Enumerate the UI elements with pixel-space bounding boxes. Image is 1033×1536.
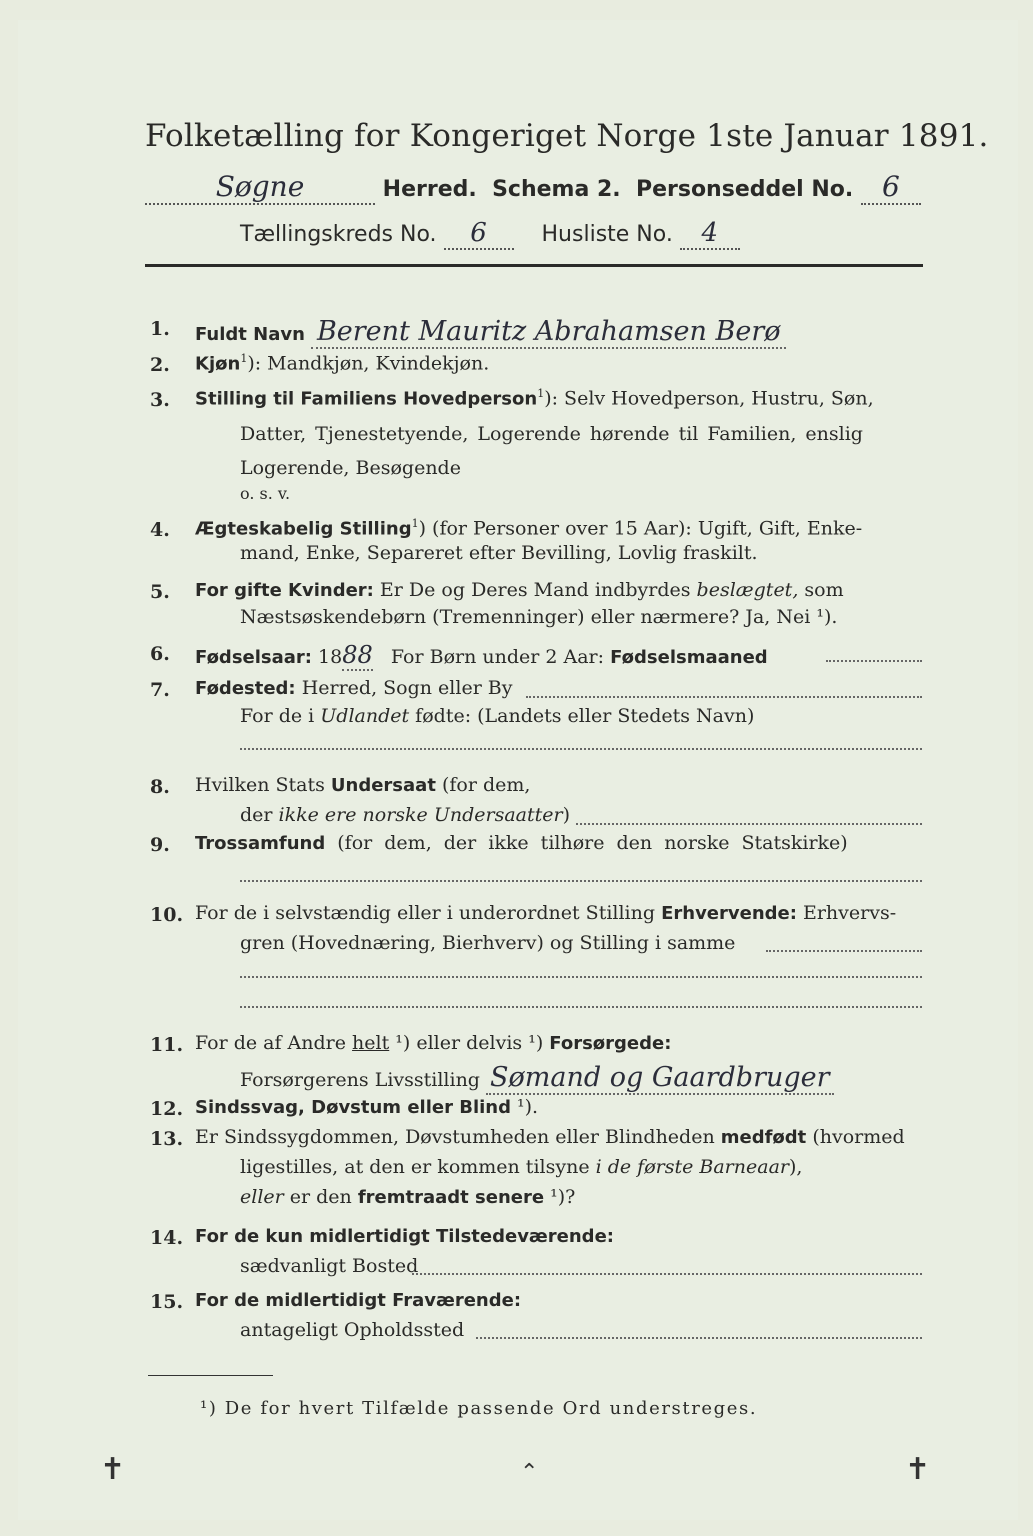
provider-occupation-label: Forsørgerens Livsstilling xyxy=(240,1069,480,1091)
item-8-number: 8. xyxy=(150,776,170,798)
item-12-number: 12. xyxy=(150,1098,184,1120)
corner-mark-left: ✝ xyxy=(100,1452,126,1487)
probable-residence-label: antageligt Opholdssted xyxy=(240,1319,465,1341)
birthplace-field xyxy=(526,696,922,698)
congenital-line3-d: ¹)? xyxy=(544,1186,576,1208)
sex-options: ): Mandkjøn, Kvindekjøn. xyxy=(247,352,490,375)
family-position-footnote-ref: 1 xyxy=(537,387,545,400)
item-7-line-1 xyxy=(195,677,513,699)
item-14-number: 14. xyxy=(150,1227,184,1249)
citizenship-c: (for dem, xyxy=(435,774,531,796)
herred-value: Søgne xyxy=(215,170,305,203)
item-3-line-1 xyxy=(195,387,874,409)
item-7-number: 7. xyxy=(150,679,170,701)
occupation-line-2: gren (Hovednæring, Bierhverv) og Stilling i samme xyxy=(240,932,736,954)
item-13-line-1 xyxy=(195,1126,905,1148)
family-position-options-3: Logerende, Besøgende xyxy=(240,457,461,479)
marital-status-footnote-ref: 1 xyxy=(411,517,419,530)
item-4-number: 4. xyxy=(150,519,170,541)
dependent-b: helt xyxy=(352,1032,390,1054)
family-position-options-2: Datter, Tjenestetyende, Logerende hørende til Familien, enslig xyxy=(240,423,863,445)
sex-label: Kjøn xyxy=(195,353,241,375)
disability-footnote-ref: ¹). xyxy=(510,1096,539,1118)
birth-month-label: Fødselsmaaned xyxy=(610,647,768,668)
center-mark: ⌃ xyxy=(520,1460,539,1485)
item-2-line xyxy=(195,352,489,374)
married-women-question-c: som xyxy=(798,579,844,601)
marital-status-options-2: mand, Enke, Separeret efter Bevilling, Lovlig fraskilt. xyxy=(240,542,758,564)
item-6-line xyxy=(195,641,768,669)
birthplace-options: Herred, Sogn eller By xyxy=(301,677,513,699)
item-11-line-1 xyxy=(195,1032,671,1054)
husliste-value: 4 xyxy=(701,218,719,248)
footnote-rule xyxy=(148,1375,273,1376)
item-4-line-1 xyxy=(195,517,862,539)
family-position-options-4: o. s. v. xyxy=(240,484,291,503)
married-women-question-2: Næstsøskendebørn (Tremenninger) eller nærmere? Ja, Nei ¹). xyxy=(240,606,838,628)
religion-question: (for dem, der ikke tilhøre den norske Statskirke) xyxy=(325,832,848,854)
married-women-question-b: beslægtet, xyxy=(696,579,799,601)
item-1-line xyxy=(195,316,786,347)
provider-occupation-value: Sømand og Gaardbruger xyxy=(486,1062,834,1095)
schema-label: Schema 2. xyxy=(492,177,621,202)
item-10-number: 10. xyxy=(150,904,184,926)
item-1-number: 1. xyxy=(150,318,170,340)
form-title: Folketælling for Kongeriget Norge 1ste Januar 1891. xyxy=(145,118,989,154)
item-8-line-1 xyxy=(195,774,530,796)
occupation-field-1 xyxy=(766,950,922,952)
abroad-text-c: fødte: (Landets eller Stedets Navn) xyxy=(409,705,755,727)
personseddel-value: 6 xyxy=(882,170,900,203)
item-9-number: 9. xyxy=(150,834,170,856)
citizenship-line2-c: ) xyxy=(562,804,570,826)
full-name-value: Berent Mauritz Abrahamsen Berø xyxy=(311,316,787,349)
taellingskreds-value: 6 xyxy=(470,218,487,248)
temporary-absent-label xyxy=(195,1289,521,1311)
taellingskreds-line xyxy=(240,218,840,252)
birthplace-label: Fødested: xyxy=(195,678,296,699)
married-women-label: For gifte Kvinder: xyxy=(195,580,374,601)
occupation-field-2 xyxy=(240,976,922,978)
family-position-options-1: ): Selv Hovedperson, Hustru, Søn, xyxy=(544,387,874,410)
item-3-number: 3. xyxy=(150,389,170,411)
probable-residence-field xyxy=(476,1337,922,1339)
item-11-number: 11. xyxy=(150,1034,184,1056)
citizenship-a: Hvilken Stats xyxy=(195,774,331,796)
item-10-line-1 xyxy=(195,902,896,924)
item-9-line xyxy=(195,832,848,854)
congenital-line3-b: er den xyxy=(283,1186,358,1208)
dependent-label: Forsørgede: xyxy=(549,1033,672,1054)
family-position-label: Stilling til Familiens Hovedperson xyxy=(195,388,538,410)
occupation-field-3 xyxy=(240,1006,922,1008)
item-6-number: 6. xyxy=(150,643,170,665)
sex-footnote-ref: 1 xyxy=(240,352,248,365)
marital-status-options-1: ) (for Personer over 15 Aar): Ugift, Gift, Enke- xyxy=(418,517,863,540)
item-7-line-2 xyxy=(240,705,754,727)
item-5-number: 5. xyxy=(150,581,170,603)
item-2-number: 2. xyxy=(150,354,170,376)
citizenship-field xyxy=(576,823,922,825)
birth-month-field xyxy=(826,660,922,662)
item-13-number: 13. xyxy=(150,1128,184,1150)
occupation-c: Erhvervs- xyxy=(796,902,897,924)
citizenship-line2-b: ikke ere norske Undersaatter xyxy=(278,804,563,826)
congenital-line3-a: eller xyxy=(240,1186,284,1208)
item-11-line-2 xyxy=(240,1062,834,1093)
temporary-present-text: For de kun midlertidigt Tilstedeværende: xyxy=(195,1226,614,1247)
congenital-label: medfødt xyxy=(720,1127,807,1148)
abroad-text-b: Udlandet xyxy=(320,705,410,727)
temporary-absent-text: For de midlertidigt Fraværende: xyxy=(195,1290,522,1311)
dependent-c: ¹) eller delvis ¹) xyxy=(389,1032,550,1054)
husliste-label: Husliste No. xyxy=(541,222,673,247)
occupation-label: Erhvervende: xyxy=(661,903,797,924)
corner-mark-right: ✝ xyxy=(905,1452,931,1487)
congenital-line2-b: i de første Barneaar xyxy=(595,1156,789,1178)
item-13-line-3 xyxy=(240,1186,575,1208)
congenital-line2-a: ligestilles, at den er kommen tilsyne xyxy=(240,1156,596,1178)
item-13-line-2 xyxy=(240,1156,802,1178)
congenital-line2-c: ), xyxy=(789,1156,803,1178)
birth-year-label: Fødselsaar: xyxy=(195,647,312,668)
herred-label: Herred. xyxy=(382,177,477,202)
header-rule xyxy=(145,264,923,267)
item-15-number: 15. xyxy=(150,1291,184,1313)
footnote: ¹) De for hvert Tilfælde passende Ord understreges. xyxy=(200,1398,758,1419)
birth-year-value: 88 xyxy=(342,641,373,669)
item-12-line xyxy=(195,1096,538,1118)
full-name-label: Fuldt Navn xyxy=(195,324,305,345)
marital-status-label: Ægteskabelig Stilling xyxy=(195,518,412,540)
religion-field xyxy=(240,880,922,882)
usual-residence-label: sædvanligt Bosted xyxy=(240,1255,419,1277)
usual-residence-field xyxy=(412,1273,922,1275)
dependent-a: For de af Andre xyxy=(195,1032,353,1054)
occupation-a: For de i selvstændig eller i underordnet Stilling xyxy=(195,902,662,924)
taellingskreds-label: Tællingskreds No. xyxy=(240,222,437,247)
abroad-text-a: For de i xyxy=(240,705,321,727)
birth-year-prefix: 18 xyxy=(318,646,343,668)
temporary-present-label xyxy=(195,1225,614,1247)
congenital-c: (hvormed xyxy=(806,1126,905,1148)
congenital-a: Er Sindssygdommen, Døvstumheden eller Blindheden xyxy=(195,1126,721,1148)
birth-month-question: For Børn under 2 Aar: xyxy=(390,646,605,668)
abroad-field xyxy=(240,748,922,750)
married-women-question-a: Er De og Deres Mand indbyrdes xyxy=(379,579,697,601)
religion-label: Trossamfund xyxy=(195,833,326,854)
personseddel-label: Personseddel No. xyxy=(635,177,854,202)
citizenship-label: Undersaat xyxy=(330,775,436,796)
congenital-line3-label: fremtraadt senere xyxy=(357,1187,545,1208)
herred-line xyxy=(145,170,925,204)
citizenship-line2-a: der xyxy=(240,804,279,826)
disability-label: Sindssvag, Døvstum eller Blind xyxy=(195,1097,511,1118)
item-8-line-2 xyxy=(240,804,570,826)
item-5-line-1 xyxy=(195,579,844,601)
